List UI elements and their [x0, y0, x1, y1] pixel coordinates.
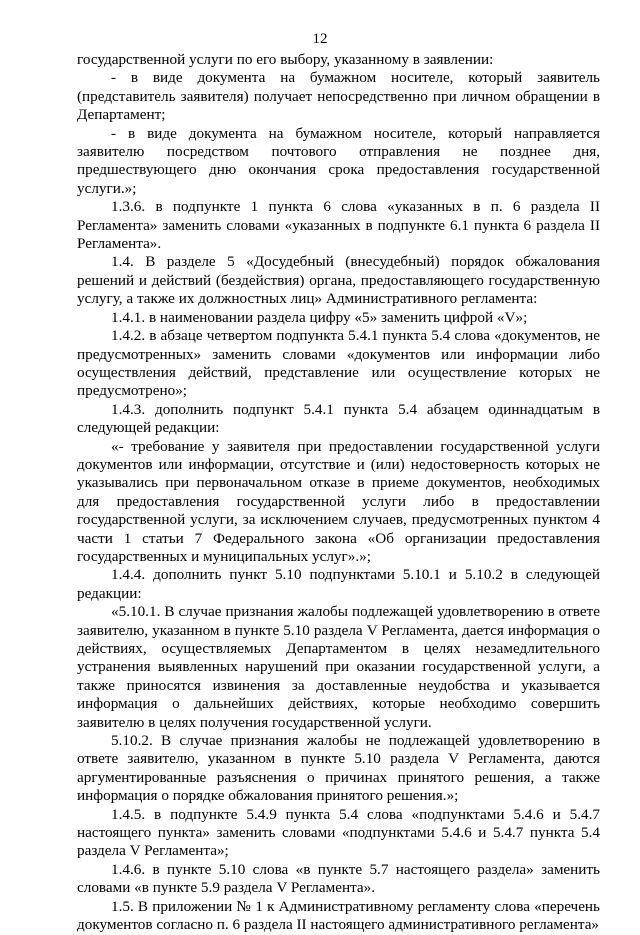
paragraph: 1.5. В приложении № 1 к Административному регламенту слова «перечень документов согласно п. 6 раздела II настоящего административного регламента» [77, 897, 600, 934]
paragraph: 1.4.5. в подпункте 5.4.9 пункта 5.4 слова «подпунктами 5.4.6 и 5.4.7 настоящего пункта» заменить словами «подпунктами 5.4.6 и 5.4.7 пункта 5.4 раздела V Регламента»; [77, 805, 600, 860]
page-number: 12 [312, 31, 328, 47]
paragraph: государственной услуги по его выбору, указанному в заявлении: [77, 51, 494, 68]
paragraph: 1.4.3. дополнить подпункт 5.4.1 пункта 5.4 абзацем одиннадцатым в следующей редакции: [77, 400, 600, 437]
paragraph: 1.4. В разделе 5 «Досудебный (внесудебный) порядок обжалования решений и действий (бездействия) органа, предоставляющего государственную услугу, а также их должностных лиц» Административного регламента: [77, 253, 600, 308]
paragraph: «5.10.1. В случае признания жалобы подлежащей удовлетворению в ответе заявителю, указанном в пункте 5.10 раздела V Регламента, дается информация о действиях, осуществляемых Департаментом в целях незамедлительного устранения выявленных нарушений при оказании государственной услуги, а также приносятся извинения за доставленные неудобства и указывается информация о дальнейших действиях, которые необходимо совершить заявителю в целях получения государственной услуги. [77, 603, 600, 731]
document-body [77, 51, 600, 935]
paragraph: «- требование у заявителя при предоставлении государственной услуги документов или информации, отсутствие и (или) недостоверность которых не указывались при первоначальном отказе в приеме документов, необходимых для предоставления государственной услуги либо в предоставлении государственной услуги, за исключением случаев, предусмотренных пунктом 4 части 1 статьи 7 Федерального закона «Об организации предоставления государственных и муниципальных услуг».»; [77, 437, 600, 565]
paragraph: - в виде документа на бумажном носителе, который заявитель (представитель заявителя) получает непосредственно при личном обращении в Департамент; [77, 69, 600, 124]
paragraph: 1.4.4. дополнить пункт 5.10 подпунктами 5.10.1 и 5.10.2 в следующей редакции: [77, 566, 600, 602]
paragraph: 1.3.6. в подпункте 1 пункта 6 слова «указанных в п. 6 раздела II Регламента» заменить словами «указанных в подпункте 6.1 пункта 6 раздела II Регламента». [77, 198, 600, 253]
paragraph: 1.4.6. в пункте 5.10 слова «в пункте 5.7 настоящего раздела» заменить словами «в пункте 5.9 раздела V Регламента». [77, 860, 600, 897]
paragraph: 5.10.2. В случае признания жалобы не подлежащей удовлетворению в ответе заявителю, указанном в пункте 5.10 раздела V Регламента, даются аргументированные разъяснения о причинах принятого решения, а также информация о порядке обжалования принятого решения.»; [77, 732, 600, 805]
paragraph: 1.4.1. в наименовании раздела цифру «5» заменить цифрой «V»; [111, 308, 528, 326]
paragraph: 1.4.2. в абзаце четвертом подпункта 5.4.1 пункта 5.4 слова «документов, не предусмотренных» заменить словами «документов или информации либо осуществления действий, представление или осуществление которых не предусмотрено»; [77, 327, 600, 400]
paragraph: - в виде документа на бумажном носителе, который направляется заявителю посредством почтового отправления не позднее дня, предшествующего дню окончания срока предоставления государственной услуги.»; [77, 124, 600, 197]
